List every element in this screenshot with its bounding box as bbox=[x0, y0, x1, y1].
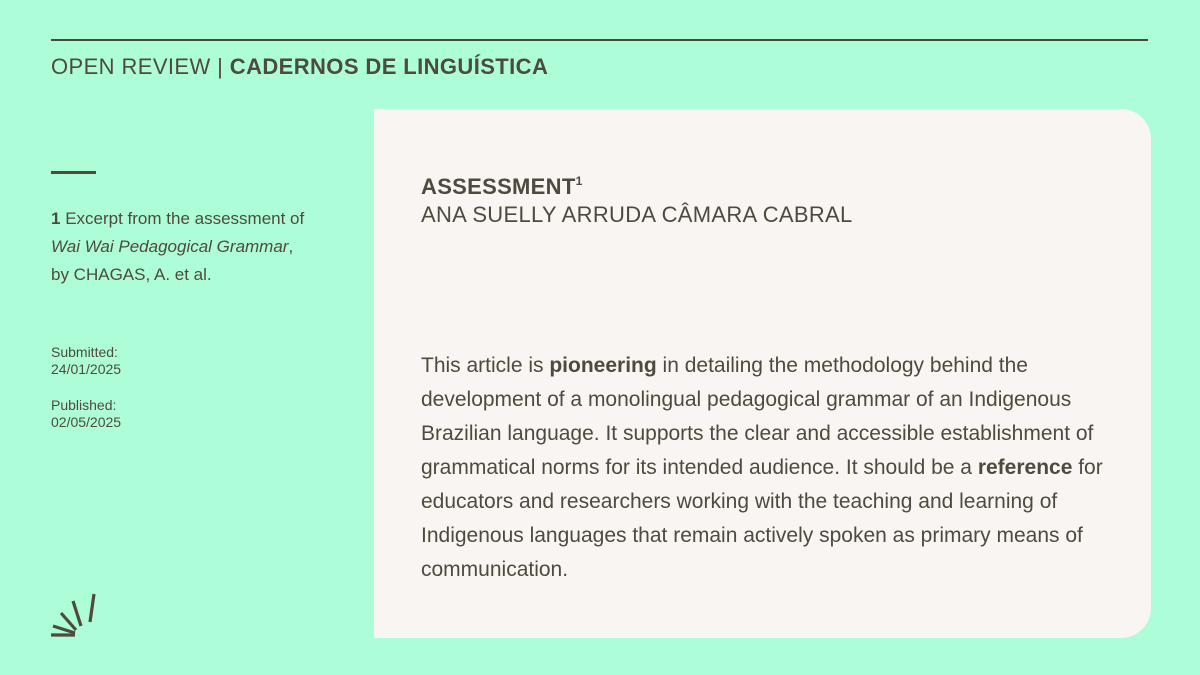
assessment-card bbox=[374, 109, 1151, 638]
submitted-value: 24/01/2025 bbox=[51, 361, 122, 377]
footnote-work-title: Wai Wai Pedagogical Grammar bbox=[51, 237, 289, 256]
published-label: Published: bbox=[51, 397, 117, 413]
body-text-1: This article is bbox=[421, 354, 550, 377]
card-heading bbox=[421, 167, 853, 229]
assessment-text bbox=[421, 349, 1126, 587]
sidebar-divider bbox=[51, 171, 96, 174]
footnote-number: 1 bbox=[51, 209, 61, 228]
header-section: OPEN REVIEW | bbox=[51, 54, 230, 79]
journal-name: CADERNOS DE LINGUÍSTICA bbox=[229, 54, 549, 79]
top-divider bbox=[51, 39, 1148, 41]
footnote-reference: 1 bbox=[575, 174, 583, 188]
body-text-2: in detailing the methodology behind the development of a monolingual pedagogical grammar of an Indigenous Brazilian language. It supports the clear and accessible establishment of grammatical norms for its intended audience. It should be a bbox=[421, 354, 1094, 479]
assessment-label: ASSESSMENT bbox=[421, 174, 576, 199]
body-emphasis-1: pioneering bbox=[549, 354, 657, 377]
publication-dates bbox=[51, 344, 121, 450]
rays-logo-icon bbox=[50, 592, 98, 638]
page-header bbox=[51, 54, 548, 80]
author-name: ANA SUELLY ARRUDA CÂMARA CABRAL bbox=[421, 202, 853, 227]
body-emphasis-2: reference bbox=[977, 456, 1073, 479]
footnote-text-a: Excerpt from the assessment of bbox=[60, 209, 305, 228]
footnote bbox=[51, 205, 311, 289]
published-value: 02/05/2025 bbox=[51, 414, 122, 430]
submitted-label: Submitted: bbox=[51, 344, 118, 360]
published-date bbox=[51, 397, 121, 431]
body-text-3: for educators and researchers working with the teaching and learning of Indigenous languages that remain actively spoken as primary means of communication. bbox=[421, 456, 1103, 581]
submitted-date bbox=[51, 344, 121, 378]
footnote-text-b: , by CHAGAS, A. et al. bbox=[51, 237, 294, 284]
